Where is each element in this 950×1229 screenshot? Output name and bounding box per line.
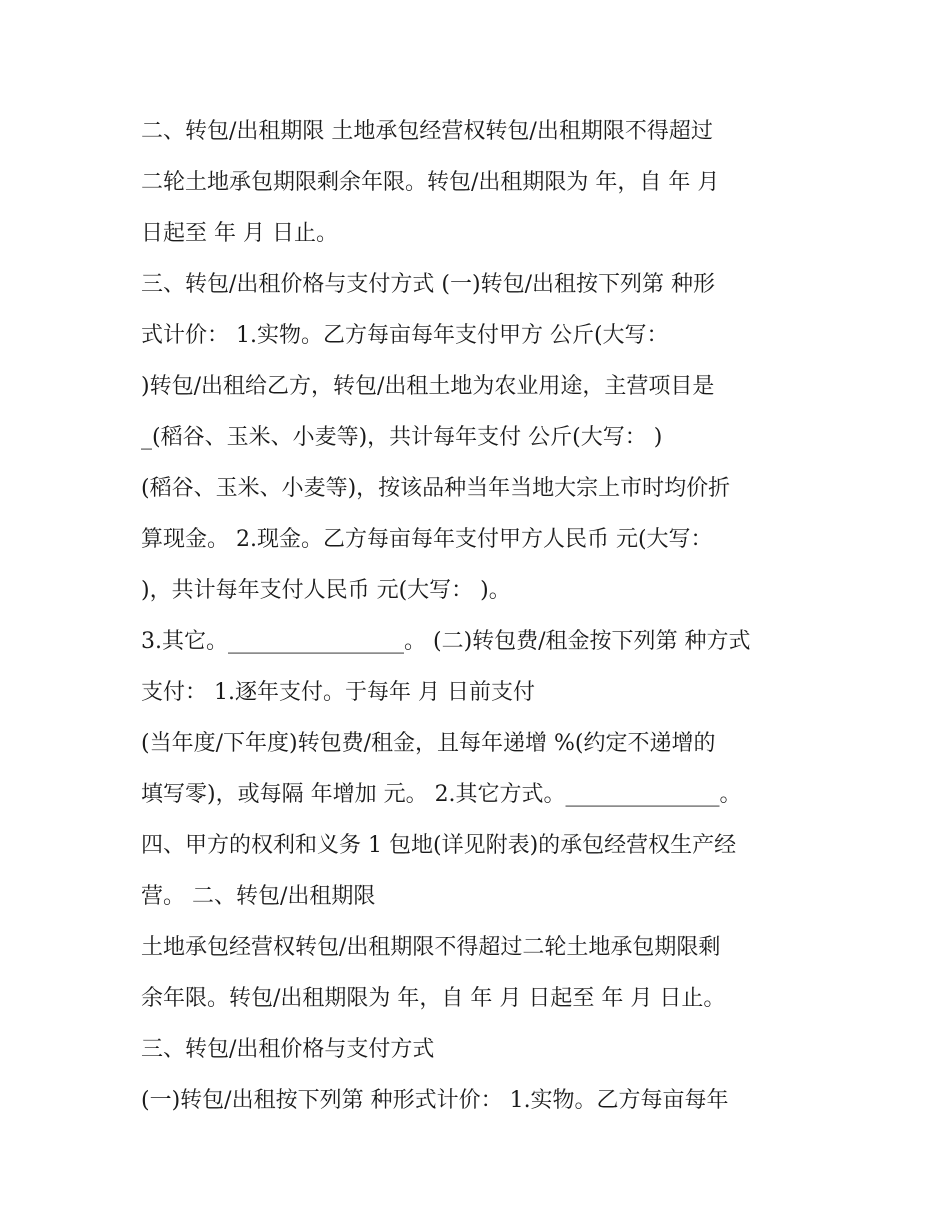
text-line-11: 3.其它。________________。 (二)转包费/租金按下列第 种方式	[141, 629, 751, 654]
text-line-4: 三、转包/出租价格与支付方式 (一)转包/出租按下列第 种形	[141, 272, 715, 297]
text-line-16: 营。 二、转包/出租期限	[141, 884, 376, 909]
text-line-17: 土地承包经营权转包/出租期限不得超过二轮土地承包期限剩	[141, 935, 721, 960]
text-line-20: (一)转包/出租按下列第 种形式计价： 1.实物。乙方每亩每年	[141, 1088, 729, 1113]
text-line-13: (当年度/下年度)转包费/租金，且每年递增 %(约定不递增的	[141, 731, 716, 756]
text-line-8: (稻谷、玉米、小麦等)，按该品种当年当地大宗上市时均价折	[141, 476, 731, 501]
text-line-6: )转包/出租给乙方，转包/出租土地为农业用途，主营项目是	[141, 374, 715, 399]
text-line-7: _(稻谷、玉米、小麦等)，共计每年支付 公斤(大写： )	[141, 425, 663, 450]
document-body	[141, 106, 821, 1126]
text-line-18: 余年限。转包/出租期限为 年，自 年 月 日起至 年 月 日止。	[141, 986, 726, 1011]
text-line-14: 填写零)，或每隔 年增加 元。 2.其它方式。______________。	[141, 782, 742, 807]
text-line-15: 四、甲方的权利和义务 1 包地(详见附表)的承包经营权生产经	[141, 833, 737, 858]
text-line-10: )，共计每年支付人民币 元(大写： )。	[141, 578, 511, 603]
text-line-9: 算现金。 2.现金。乙方每亩每年支付甲方人民币 元(大写：	[141, 527, 713, 552]
text-line-1: 二、转包/出租期限 土地承包经营权转包/出租期限不得超过	[141, 119, 713, 144]
text-line-19: 三、转包/出租价格与支付方式	[141, 1037, 435, 1062]
text-line-2: 二轮土地承包期限剩余年限。转包/出租期限为 年，自 年 月	[141, 170, 720, 195]
text-line-12: 支付： 1.逐年支付。于每年 月 日前支付	[141, 680, 535, 705]
text-line-5: 式计价： 1.实物。乙方每亩每年支付甲方 公斤(大写：	[141, 323, 669, 348]
text-line-3: 日起至 年 月 日止。	[141, 221, 338, 246]
